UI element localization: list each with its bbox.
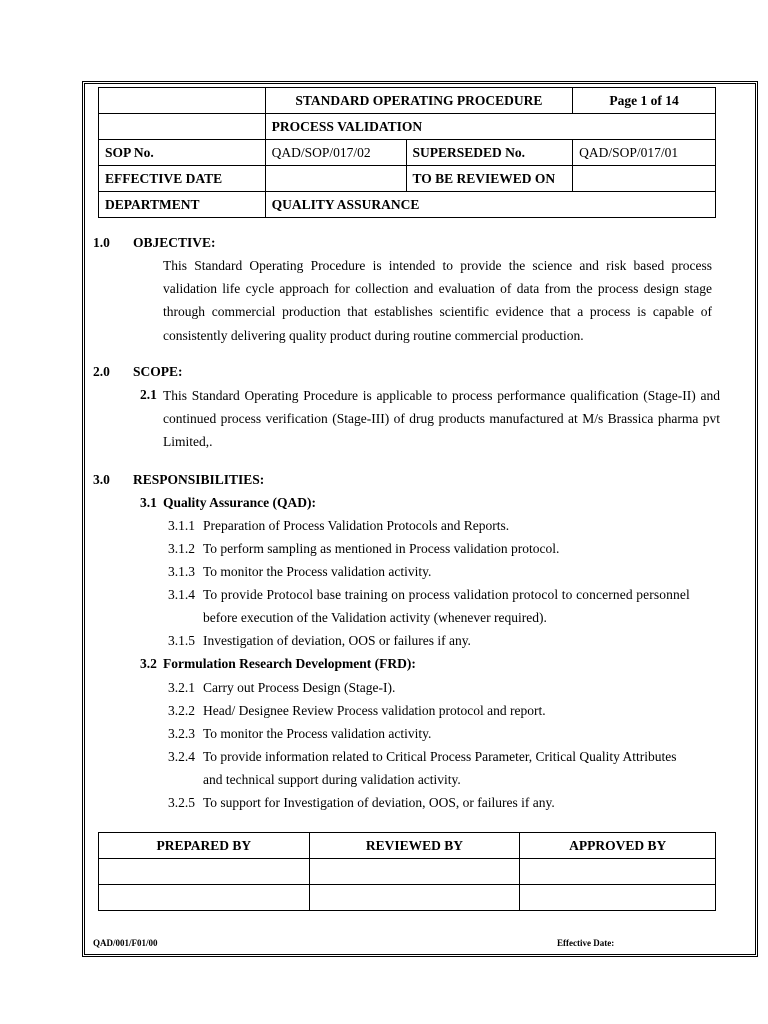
signoff-table: [98, 832, 716, 911]
prepared-by-header: PREPARED BY: [99, 833, 310, 859]
scope-sub-number: 2.1: [140, 387, 157, 402]
qad-sub-number: 3.1: [140, 495, 157, 510]
doc-title: STANDARD OPERATING PROCEDURE: [265, 88, 572, 114]
list-item: 3.1.2 To perform sampling as mentioned in Process validation protocol.: [168, 541, 560, 556]
review-date-label: TO BE REVIEWED ON: [406, 166, 573, 192]
section-scope-number: 2.0: [93, 364, 110, 379]
department-value: QUALITY ASSURANCE: [265, 192, 715, 218]
list-item: 3.2.2 Head/ Designee Review Process validation protocol and report.: [168, 703, 546, 718]
list-item-continuation: before execution of the Validation activity (whenever required).: [203, 610, 547, 625]
section-scope-title: SCOPE:: [133, 364, 183, 379]
logo-cell: [99, 88, 266, 114]
sop-header-table: [98, 87, 716, 218]
list-item: 3.2.5 To support for Investigation of deviation, OOS, or failures if any.: [168, 795, 555, 810]
list-item: 3.2.1 Carry out Process Design (Stage-I).: [168, 680, 396, 695]
doc-subject: PROCESS VALIDATION: [265, 114, 715, 140]
reviewed-by-header: REVIEWED BY: [309, 833, 520, 859]
section-responsibilities-title: RESPONSIBILITIES:: [133, 472, 265, 487]
department-label: DEPARTMENT: [99, 192, 266, 218]
list-item: 3.2.4 To provide information related to Critical Process Parameter, Critical Quality Attributes: [168, 749, 677, 764]
signature-cell[interactable]: [309, 859, 520, 885]
frd-sub-title: Formulation Research Development (FRD):: [163, 656, 416, 671]
section-responsibilities-number: 3.0: [93, 472, 110, 487]
list-item-continuation: and technical support during validation activity.: [203, 772, 461, 787]
effective-date-label: EFFECTIVE DATE: [99, 166, 266, 192]
sop-no-value: QAD/SOP/017/02: [265, 140, 406, 166]
date-cell[interactable]: [99, 885, 310, 911]
effective-date-value: [265, 166, 406, 192]
signature-cell[interactable]: [520, 859, 716, 885]
section-objective-title: OBJECTIVE:: [133, 235, 216, 250]
superseded-value: QAD/SOP/017/01: [573, 140, 716, 166]
list-item: 3.1.1 Preparation of Process Validation Protocols and Reports.: [168, 518, 510, 533]
page-number: Page 1 of 14: [573, 88, 716, 114]
superseded-label: SUPERSEDED No.: [406, 140, 573, 166]
section-objective-number: 1.0: [93, 235, 110, 250]
empty-cell: [99, 114, 266, 140]
objective-text: This Standard Operating Procedure is intended to provide the science and risk based process validation life cycle approach for collection and evaluation of data from the process design stage through commercial production that establishes scientific evidence that a process is capable of consistently delivering quality product during routine commercial production.: [163, 258, 712, 343]
review-date-value: [573, 166, 716, 192]
footer-effective-date: Effective Date:: [557, 938, 615, 948]
date-cell[interactable]: [309, 885, 520, 911]
form-number: QAD/001/F01/00: [93, 938, 158, 948]
list-item: 3.1.5 Investigation of deviation, OOS or failures if any.: [168, 633, 471, 648]
list-item: 3.1.3 To monitor the Process validation activity.: [168, 564, 432, 579]
qad-sub-title: Quality Assurance (QAD):: [163, 495, 316, 510]
list-item: 3.1.4 To provide Protocol base training on process validation protocol to concerned personnel: [168, 587, 690, 602]
approved-by-header: APPROVED BY: [520, 833, 716, 859]
date-cell[interactable]: [520, 885, 716, 911]
list-item: 3.2.3 To monitor the Process validation activity.: [168, 726, 432, 741]
scope-text: This Standard Operating Procedure is applicable to process performance qualification (Stage-II) and continued process verification (Stage-III) of drug products manufactured at M/s Brassica pharma pvt Limited,.: [163, 388, 720, 450]
signature-cell[interactable]: [99, 859, 310, 885]
sop-no-label: SOP No.: [99, 140, 266, 166]
frd-sub-number: 3.2: [140, 656, 157, 671]
